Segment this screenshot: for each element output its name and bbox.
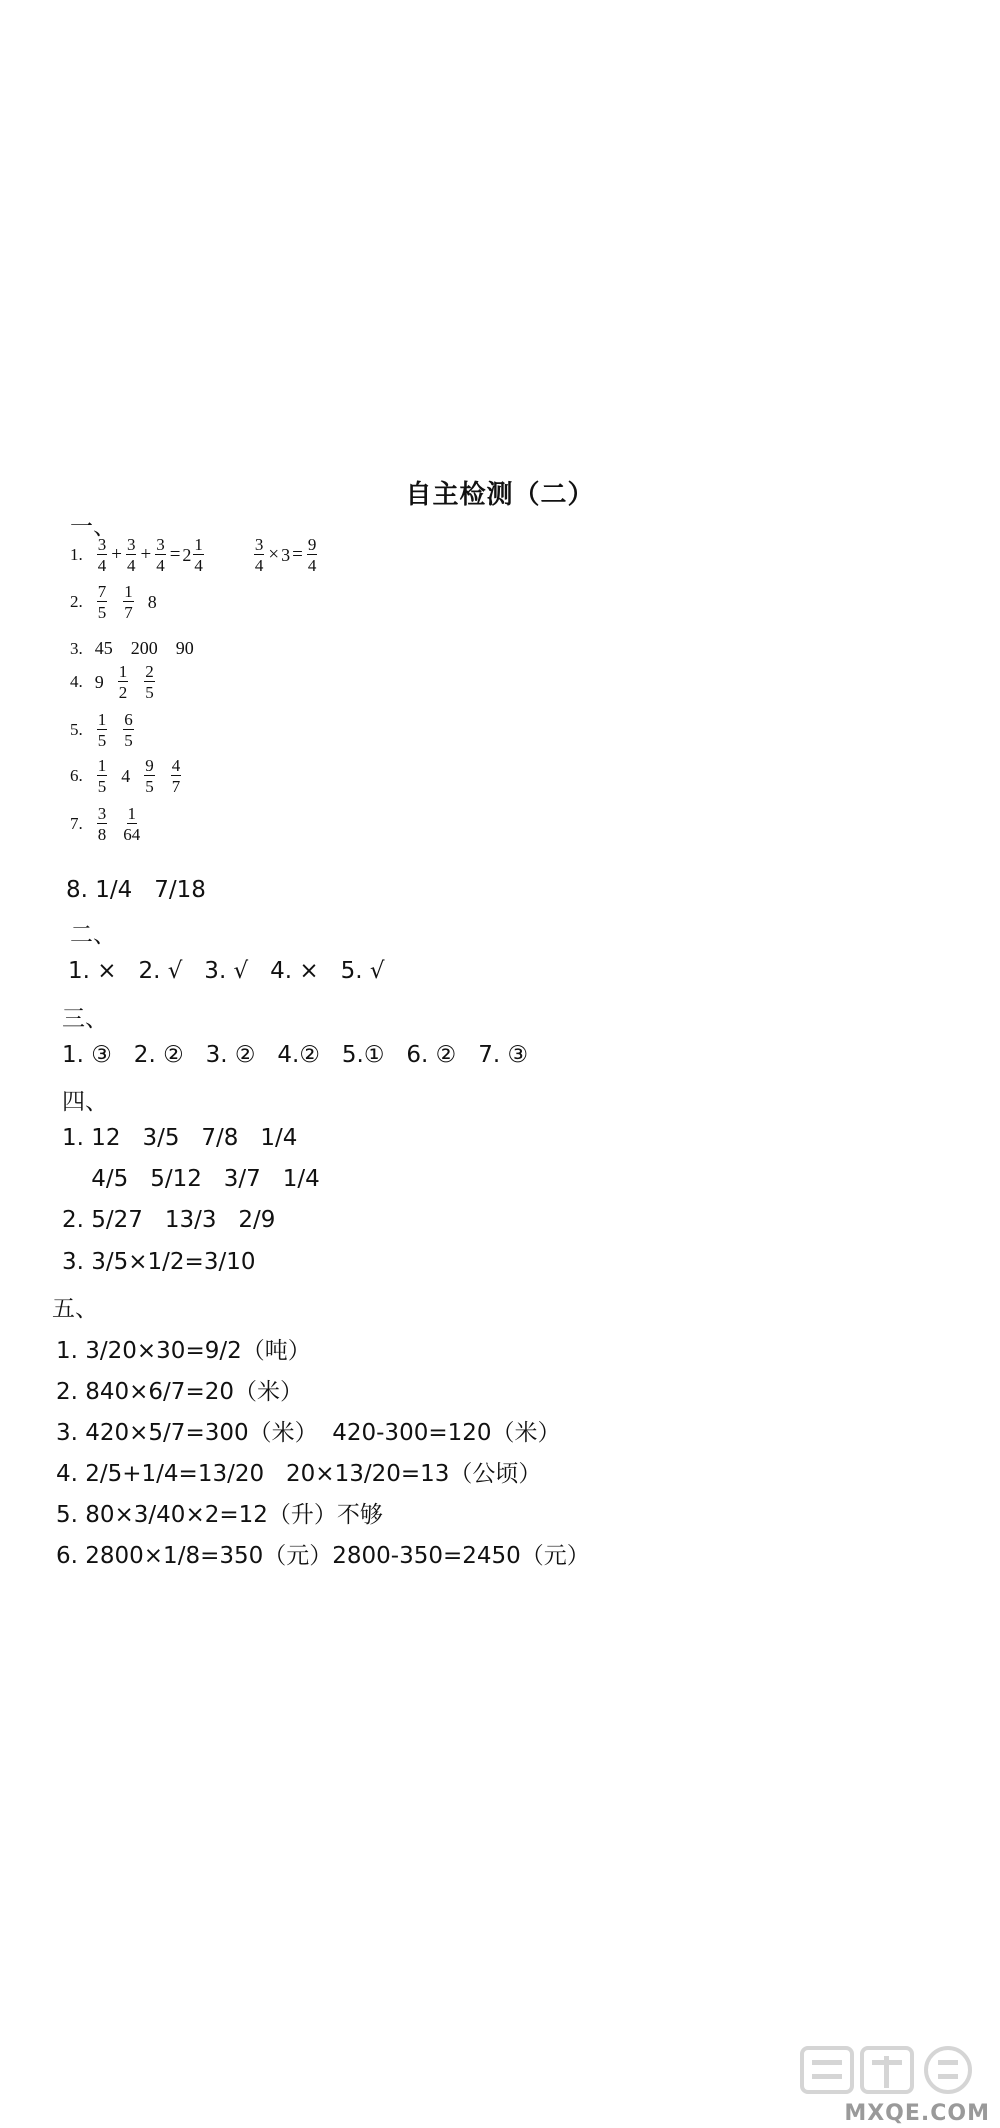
times-sign: × (268, 544, 280, 565)
answer-row-1-5 (70, 711, 136, 749)
answer-row-1-8: 8. 1/4 7/18 (66, 877, 206, 903)
page-title: 自主检测（二） (405, 480, 595, 510)
plus-sign: + (140, 544, 152, 565)
question-number: 4. (70, 672, 83, 691)
answer-row-1-4 (70, 663, 157, 701)
answer-value: 8 (147, 591, 157, 612)
question-number: 7. (70, 814, 83, 833)
answer-row-1-7 (70, 805, 142, 843)
fraction: $\frac{1}{64}$ (123, 804, 141, 844)
fraction: $\frac{4}{7}$ (171, 756, 181, 796)
fraction: $\frac{6}{5}$ (124, 710, 133, 750)
answer-value: 9 (94, 671, 104, 692)
fraction: $\frac{3}{4}$ (254, 535, 264, 575)
fraction: $\frac{1}{5}$ (97, 756, 107, 796)
fraction: $\frac{7}{5}$ (97, 582, 107, 622)
answer-row-1-1 (70, 536, 319, 574)
fraction: $\frac{3}{4}$ (97, 535, 107, 575)
answer-row-1-6 (70, 757, 183, 795)
fraction: $\frac{1}{2}$ (118, 662, 128, 702)
answer-row-5-3: 3. 420×5/7=300（米） 420-300=120（米） (56, 1420, 561, 1446)
fraction: $\frac{9}{5}$ (145, 756, 154, 796)
section-heading-5: 五、 (52, 1296, 98, 1322)
watermark-text: MXQE.COM (844, 2101, 990, 2126)
answer-row-3-1: 1. ③ 2. ② 3. ② 4.② 5.① 6. ② 7. ③ (62, 1042, 529, 1068)
question-number: 5. (70, 720, 83, 739)
answer-row-4-2: 4/5 5/12 3/7 1/4 (62, 1166, 320, 1192)
fraction: $\frac{1}{4}$ (194, 535, 203, 575)
question-number: 2. (70, 592, 83, 611)
answer-row-2-1: 1. × 2. √ 3. √ 4. × 5. √ (68, 958, 385, 984)
answer-row-1-2 (70, 583, 157, 621)
answer-row-1-3 (70, 638, 194, 659)
fraction: $\frac{2}{5}$ (145, 662, 154, 702)
question-number: 1. (70, 545, 83, 564)
operand: 3 (281, 544, 291, 565)
answer-row-4-1: 1. 12 3/5 7/8 1/4 (62, 1125, 298, 1151)
fraction: $\frac{3}{4}$ (156, 535, 165, 575)
section-heading-2: 二、 (70, 922, 116, 948)
fraction: $\frac{1}{7}$ (124, 582, 133, 622)
fraction: $\frac{3}{8}$ (97, 804, 107, 844)
fraction: $\frac{1}{5}$ (97, 710, 107, 750)
equals-sign: = (292, 544, 303, 565)
answer-row-5-4: 4. 2/5+1/4=13/20 20×13/20=13（公顷） (56, 1461, 542, 1487)
answer-row-5-1: 1. 3/20×30=9/2（吨） (56, 1338, 311, 1364)
answer-value: 45 200 90 (94, 638, 194, 658)
equals-sign: = (169, 544, 181, 565)
answer-value: 4 (121, 765, 131, 786)
question-number: 6. (70, 766, 83, 785)
answer-row-4-4: 3. 3/5×1/2=3/10 (62, 1249, 256, 1275)
answer-row-5-6: 6. 2800×1/8=350（元）2800-350=2450（元） (56, 1543, 590, 1569)
answer-row-5-5: 5. 80×3/40×2=12（升）不够 (56, 1502, 383, 1528)
plus-sign: + (111, 544, 122, 565)
section-heading-3: 三、 (62, 1006, 108, 1032)
question-number: 3. (70, 638, 83, 658)
mixed-number-whole: 2 (182, 544, 192, 565)
answer-row-4-3: 2. 5/27 13/3 2/9 (62, 1207, 276, 1233)
section-heading-4: 四、 (62, 1089, 108, 1115)
fraction: $\frac{3}{4}$ (126, 535, 136, 575)
section-heading-1: 一、 (70, 514, 116, 540)
fraction: $\frac{9}{4}$ (307, 535, 317, 575)
answer-row-5-2: 2. 840×6/7=20（米） (56, 1379, 303, 1405)
